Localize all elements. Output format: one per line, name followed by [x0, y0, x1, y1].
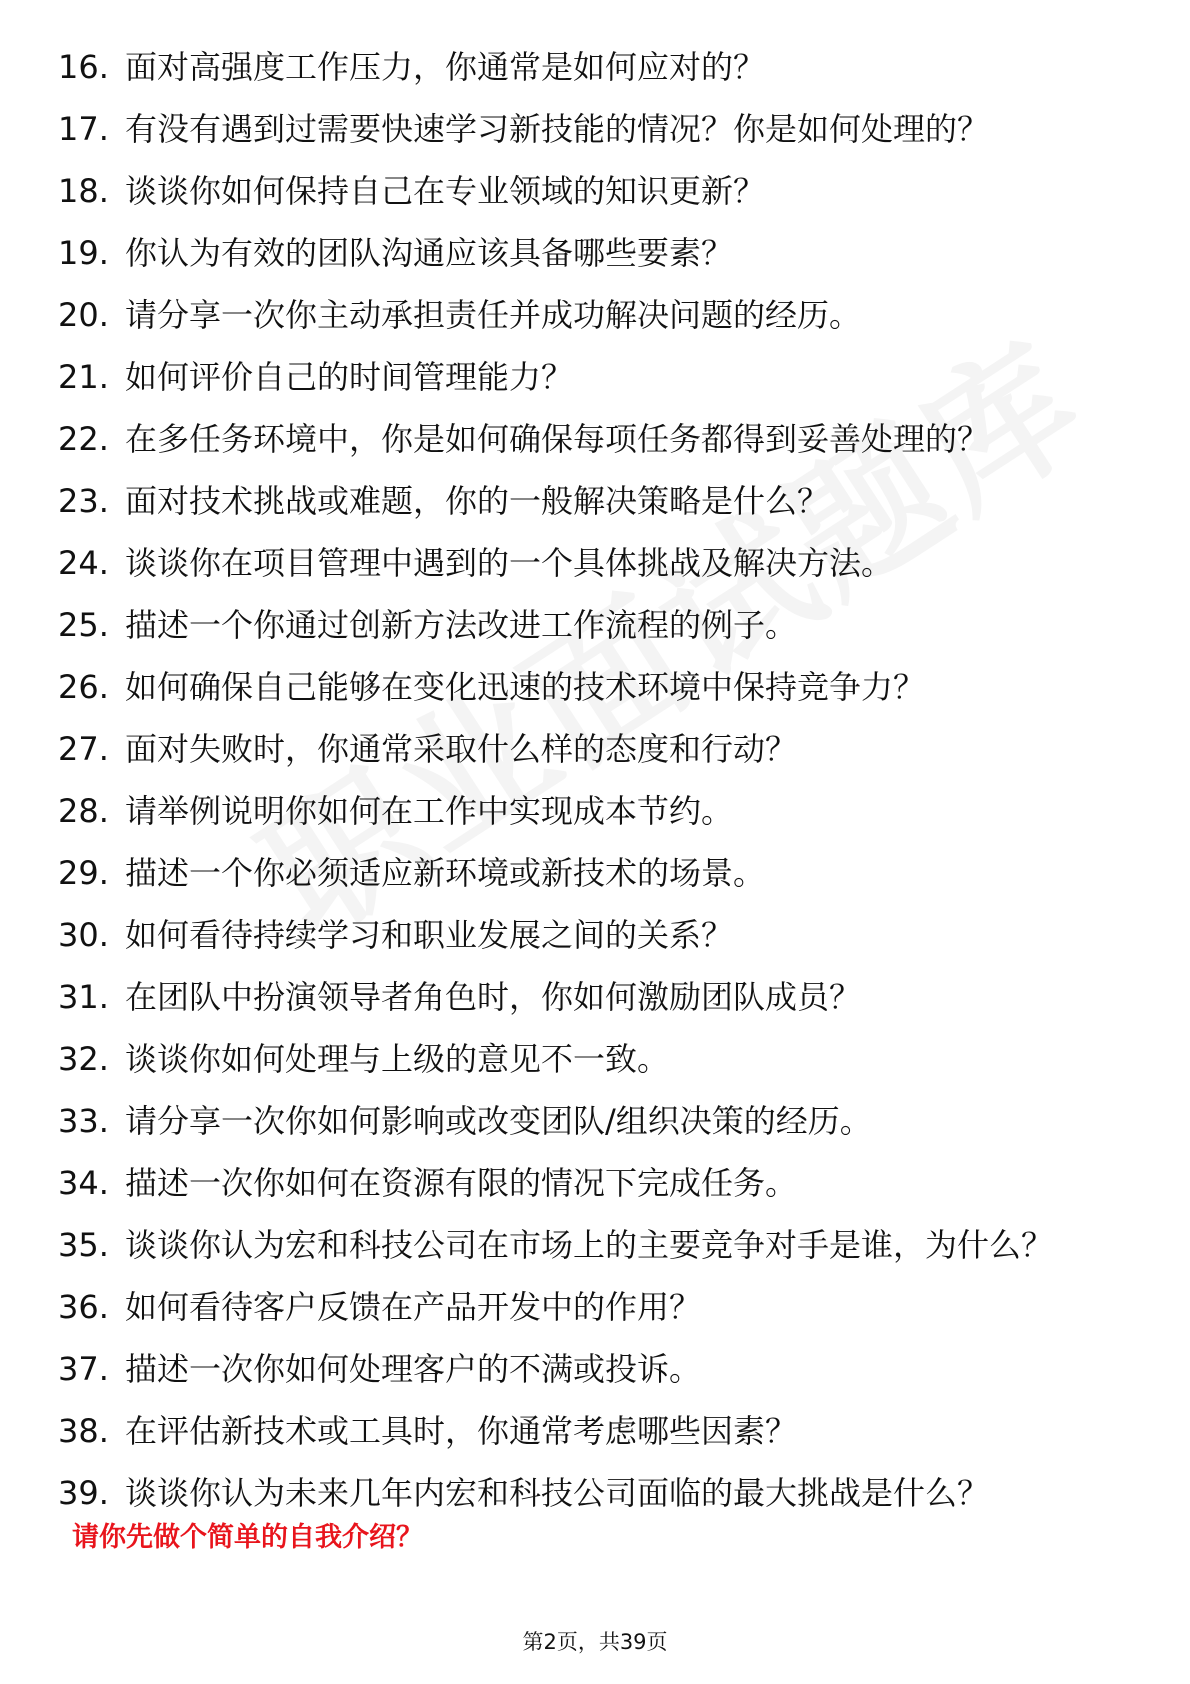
question-item [58, 1472, 1098, 1514]
question-number: 35. [58, 1226, 109, 1264]
question-text: 谈谈你认为宏和科技公司在市场上的主要竞争对手是谁，为什么？ [125, 1226, 1054, 1264]
question-text: 谈谈你如何保持自己在专业领域的知识更新？ [125, 172, 766, 210]
question-number: 22. [58, 420, 109, 458]
page-footer [0, 1628, 1190, 1656]
question-item [58, 170, 1098, 212]
question-item [58, 852, 1098, 894]
page-number-label: 第2页，共39页 [522, 1630, 668, 1654]
question-text: 面对失败时，你通常采取什么样的态度和行动？ [125, 730, 798, 768]
question-text: 在评估新技术或工具时，你通常考虑哪些因素？ [125, 1412, 798, 1450]
question-number: 37. [58, 1350, 109, 1388]
question-number: 17. [58, 110, 109, 148]
question-item [58, 108, 1098, 150]
question-text: 描述一个你通过创新方法改进工作流程的例子。 [125, 606, 798, 644]
self-intro-prompt: 请你先做个简单的自我介绍？ [72, 1522, 423, 1553]
question-item [58, 728, 1098, 770]
question-text: 面对技术挑战或难题，你的一般解决策略是什么？ [125, 482, 830, 520]
question-number: 32. [58, 1040, 109, 1078]
question-number: 39. [58, 1474, 109, 1512]
question-text: 请分享一次你如何影响或改变团队/组织决策的经历。 [125, 1102, 872, 1140]
question-item [58, 1286, 1098, 1328]
question-list [58, 46, 1098, 1534]
question-number: 36. [58, 1288, 109, 1326]
question-item [58, 1410, 1098, 1452]
question-number: 24. [58, 544, 109, 582]
question-text: 如何确保自己能够在变化迅速的技术环境中保持竞争力？ [125, 668, 926, 706]
question-item [58, 1162, 1098, 1204]
question-item [58, 356, 1098, 398]
question-number: 27. [58, 730, 109, 768]
question-text: 请举例说明你如何在工作中实现成本节约。 [125, 792, 734, 830]
question-item [58, 1038, 1098, 1080]
question-item [58, 666, 1098, 708]
question-item [58, 604, 1098, 646]
question-text: 如何评价自己的时间管理能力？ [125, 358, 574, 396]
question-text: 描述一个你必须适应新环境或新技术的场景。 [125, 854, 766, 892]
question-item [58, 790, 1098, 832]
question-item [58, 1224, 1098, 1266]
question-text: 谈谈你如何处理与上级的意见不一致。 [125, 1040, 670, 1078]
question-text: 如何看待客户反馈在产品开发中的作用？ [125, 1288, 702, 1326]
question-text: 你认为有效的团队沟通应该具备哪些要素？ [125, 234, 734, 272]
question-number: 31. [58, 978, 109, 1016]
question-number: 18. [58, 172, 109, 210]
question-item [58, 46, 1098, 88]
question-number: 30. [58, 916, 109, 954]
question-item [58, 914, 1098, 956]
question-item [58, 232, 1098, 274]
question-item [58, 294, 1098, 336]
question-number: 34. [58, 1164, 109, 1202]
question-number: 38. [58, 1412, 109, 1450]
question-item [58, 480, 1098, 522]
question-number: 25. [58, 606, 109, 644]
question-text: 请分享一次你主动承担责任并成功解决问题的经历。 [125, 296, 862, 334]
question-item [58, 418, 1098, 460]
question-number: 16. [58, 48, 109, 86]
question-text: 如何看待持续学习和职业发展之间的关系？ [125, 916, 734, 954]
question-number: 20. [58, 296, 109, 334]
question-number: 23. [58, 482, 109, 520]
question-text: 描述一次你如何处理客户的不满或投诉。 [125, 1350, 702, 1388]
question-text: 面对高强度工作压力，你通常是如何应对的？ [125, 48, 766, 86]
question-text: 谈谈你认为未来几年内宏和科技公司面临的最大挑战是什么？ [125, 1474, 990, 1512]
question-number: 19. [58, 234, 109, 272]
question-text: 谈谈你在项目管理中遇到的一个具体挑战及解决方法。 [125, 544, 894, 582]
question-number: 26. [58, 668, 109, 706]
question-item [58, 1100, 1098, 1142]
question-item [58, 1348, 1098, 1390]
question-text: 有没有遇到过需要快速学习新技能的情况？你是如何处理的？ [125, 110, 990, 148]
question-item [58, 976, 1098, 1018]
question-number: 28. [58, 792, 109, 830]
question-item [58, 542, 1098, 584]
question-number: 21. [58, 358, 109, 396]
question-text: 在多任务环境中，你是如何确保每项任务都得到妥善处理的？ [125, 420, 990, 458]
question-text: 在团队中扮演领导者角色时，你如何激励团队成员？ [125, 978, 862, 1016]
question-number: 33. [58, 1102, 109, 1140]
question-number: 29. [58, 854, 109, 892]
question-text: 描述一次你如何在资源有限的情况下完成任务。 [125, 1164, 798, 1202]
